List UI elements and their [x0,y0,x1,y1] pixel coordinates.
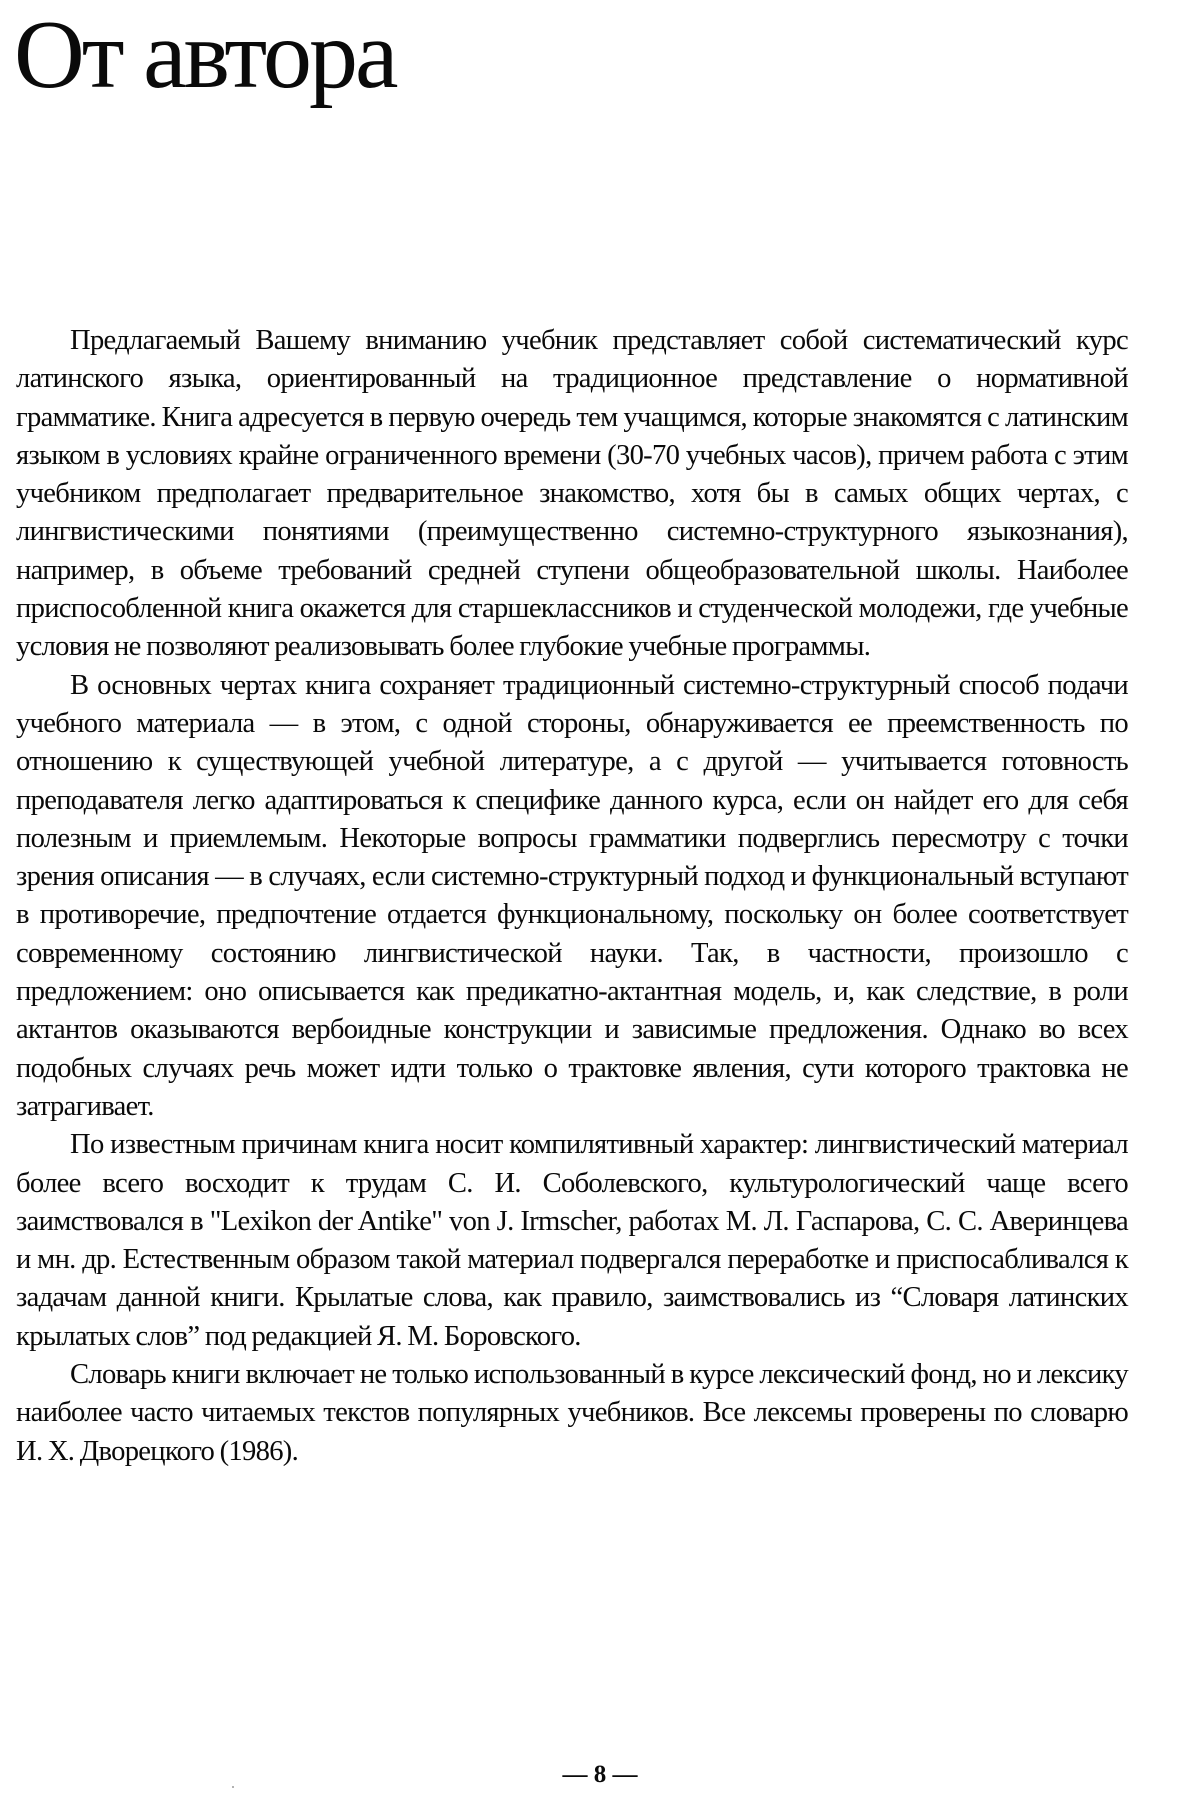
paragraph-4: Словарь книги включает не только использованный в курсе лексический фонд, но и лексику наиболее часто читаемых текстов популярных учебников. Все лексемы проверены по словарю И. Х. Дворецкого (1986). [16,1359,1128,1467]
paragraph-3: По известным причинам книга носит компилятивный характер: лингвистический материал более всего восходит к трудам С. И. Соболевского, культурологический чаще всего заимствовался в "Lexikon der Antike" von J. Irmscher, работах М. Л. Гаспарова, С. С. Аверинцева и мн. др. Естественным образом такой материал подвергался переработке и приспосабливался к задачам данной книги. Крылатые слова, как правило, заимствовались из “Словаря латинских крылатых слов” под редакцией Я. М. Боровского. [16,1129,1128,1352]
page-title: От автора [14,1,396,109]
page-number: — 8 — [562,1761,638,1788]
scan-speck [232,1786,234,1788]
paragraph-1: Предлагаемый Вашему вниманию учебник представляет собой систематический курс латинского языка, ориентированный на традиционное представление о нормативной грамматике. Книга адресуется в первую очередь тем учащимся, которые знакомятся с латинским языком в условиях крайне ограниченного времени (30-70 учебных часов), причем работа с этим учебником предполагает предварительное знакомство, хотя бы в самых общих чертах, с лингвистическими понятиями (преимущественно системно-структурного языкознания), например, в объеме требований средней ступени общеобразовательной школы. Наиболее приспособленной книга окажется для старшеклассников и студенческой молодежи, где учебные условия не позволяют реализовывать более глубокие учебные программы. [16,325,1128,663]
body-text [16,322,1128,1471]
paragraph-2: В основных чертах книга сохраняет традиционный системно-структурный способ подачи учебного материала — в этом, с одной стороны, обнаруживается ее преемственность по отношению к существующей учебной литературе, а с другой — учитывается готовность преподавателя легко адаптироваться к специфике данного курса, если он найдет его для себя полезным и приемлемым. Некоторые вопросы грамматики подверглись пересмотру с точки зрения описания — в случаях, если системно-структурный подход и функциональный вступают в противоречие, предпочтение отдается функциональному, поскольку он более соответствует современному состоянию лингвистической науки. Так, в частности, произошло с предложением: оно описывается как предикатно-актантная модель, и, как следствие, в роли актантов оказываются вербоидные конструкции и зависимые предложения. Однако во всех подобных случаях речь может идти только о трактовке явления, сути которого трактовка не затрагивает. [16,669,1128,1122]
